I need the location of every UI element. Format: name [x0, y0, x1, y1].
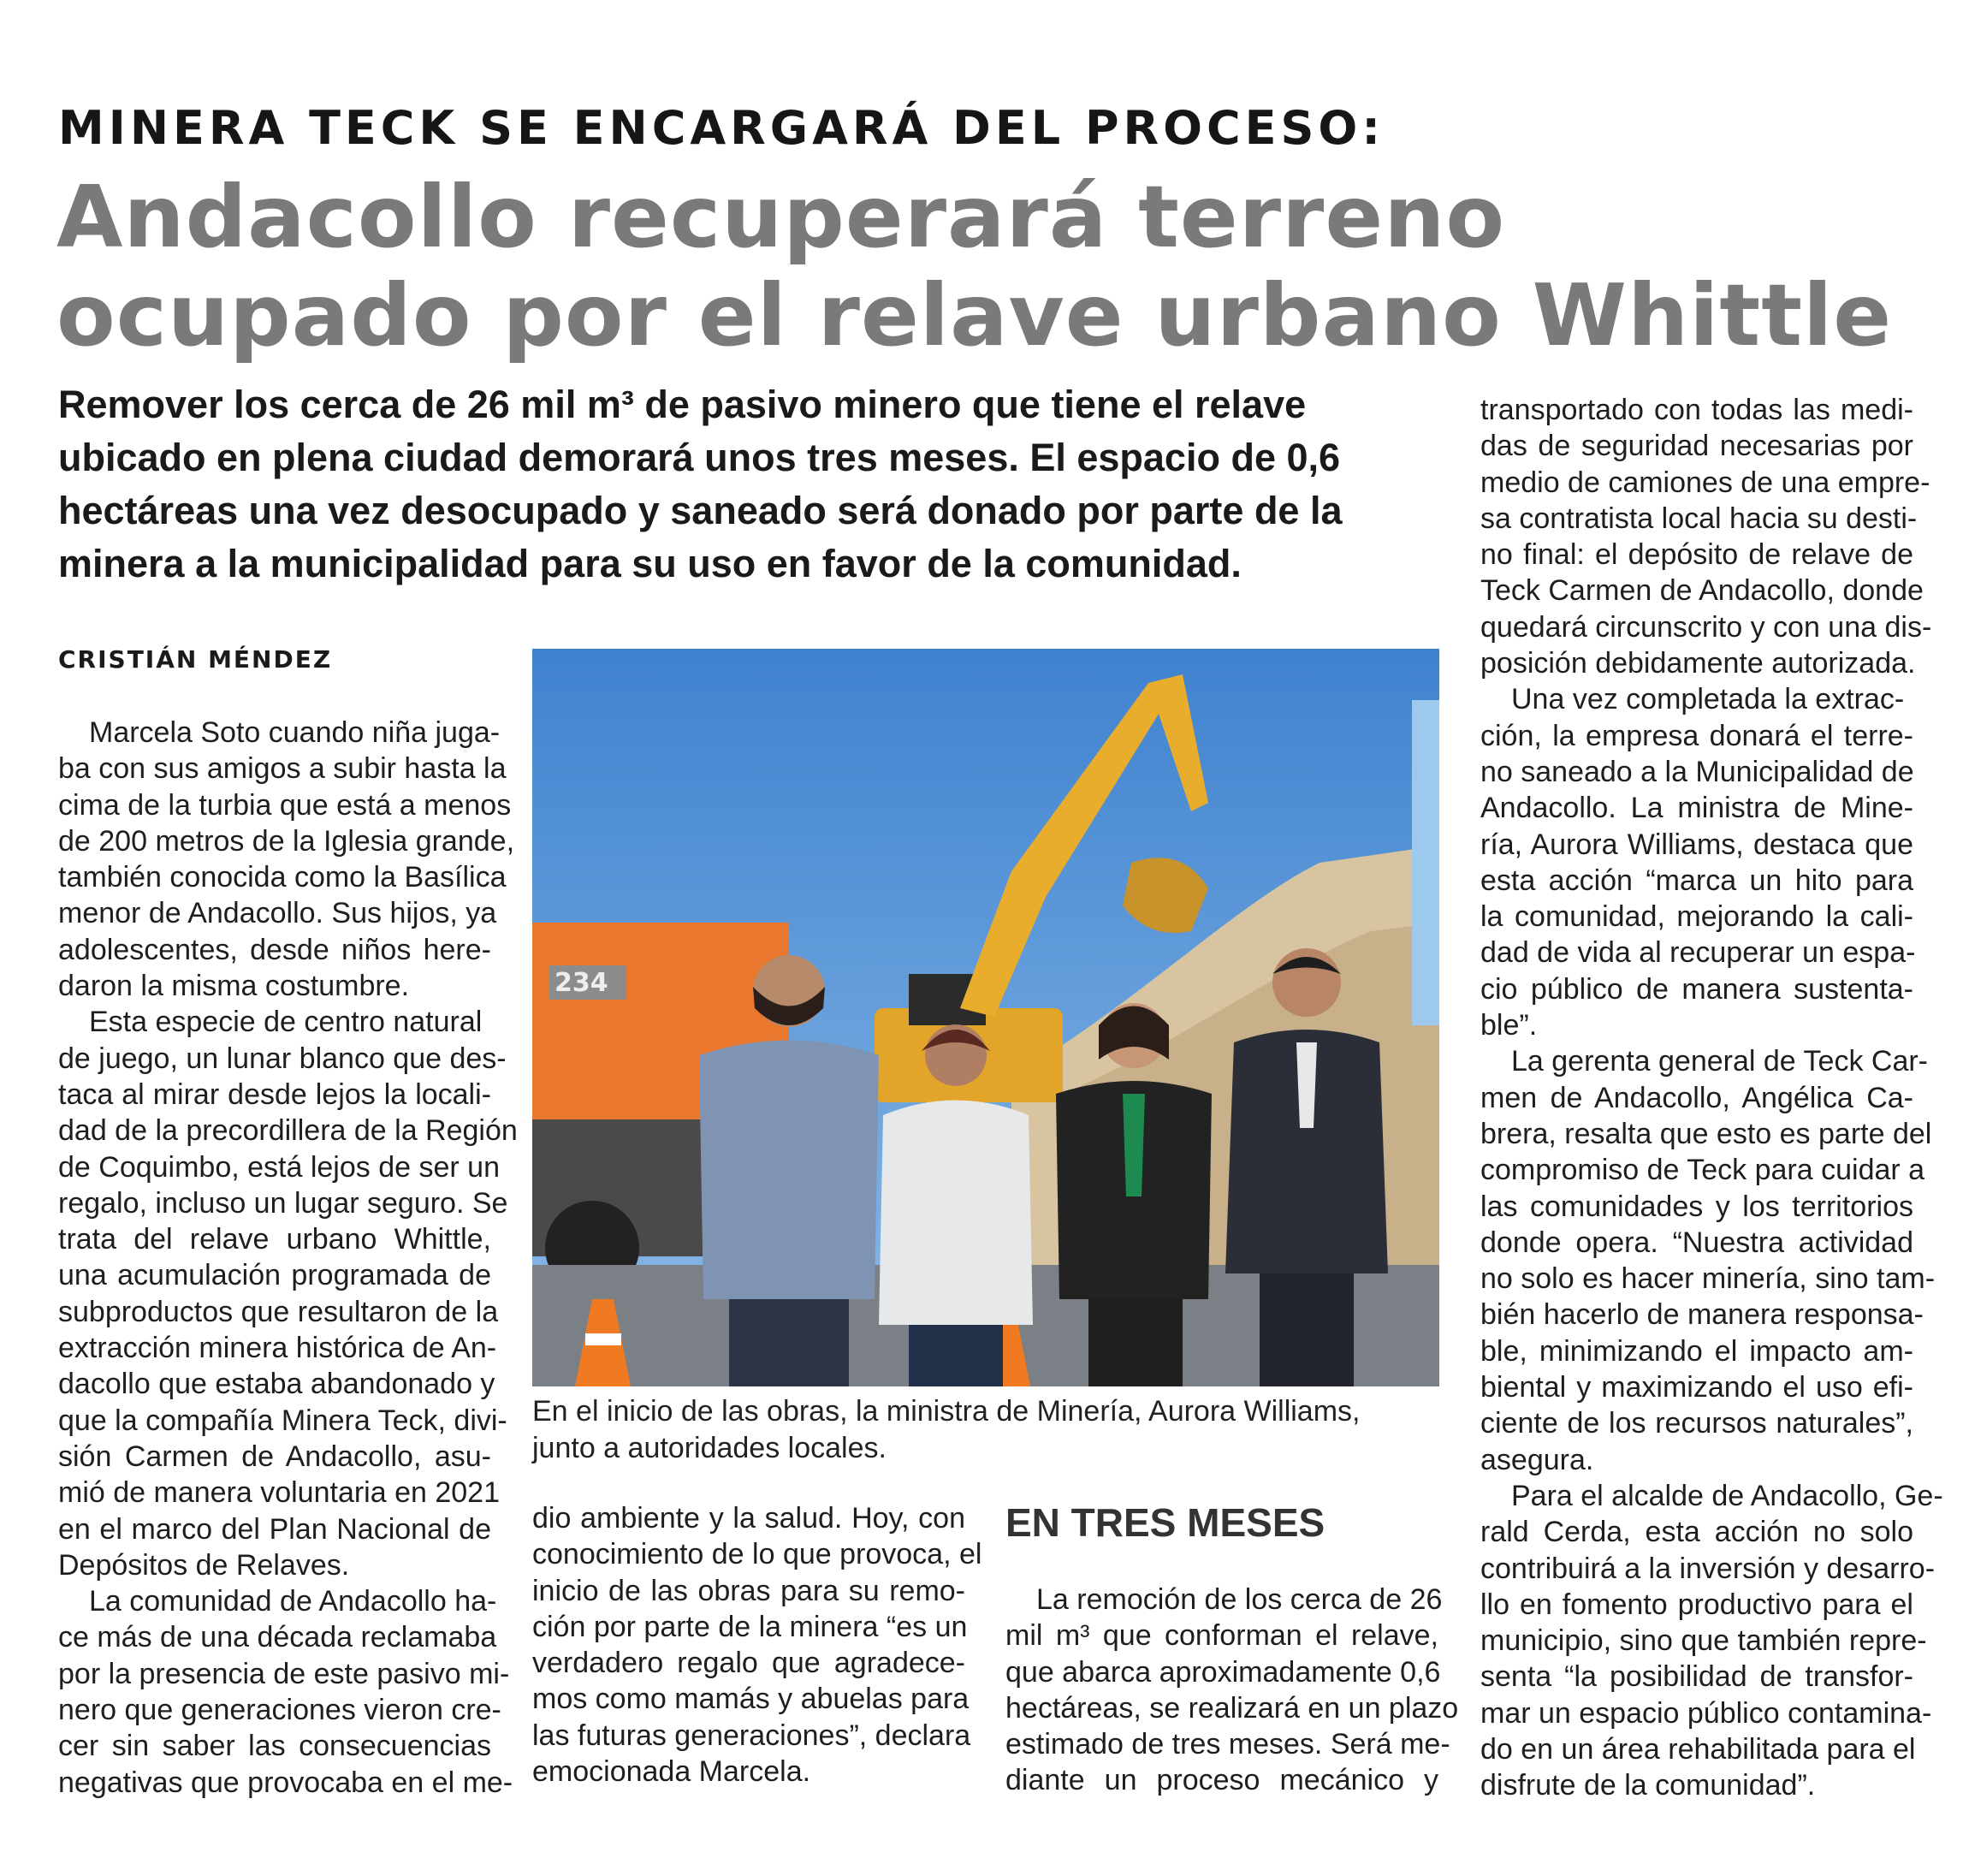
text-line: Andacollo. La ministra de Mine-: [1480, 792, 1913, 825]
text-line: Esta especie de centro natural: [89, 1006, 483, 1039]
text-line: disfrute de la comunidad”.: [1480, 1769, 1816, 1802]
text-line: ción, la empresa donará el terre-: [1480, 719, 1913, 752]
text-line: ción por parte de la minera “es un: [532, 1610, 968, 1643]
text-line: Marcela Soto cuando niña juga-: [89, 716, 501, 749]
text-line: dad de vida al recuperar un espa-: [1480, 936, 1916, 970]
text-line: dad de la precordillera de la Región: [58, 1114, 518, 1148]
text-line: extracción minera histórica de An-: [58, 1332, 497, 1365]
cone-stripe: [585, 1333, 621, 1345]
text-line: Para el alcalde de Andacollo, Ge-: [1511, 1479, 1943, 1512]
text-line: las comunidades y los territorios: [1480, 1190, 1913, 1223]
text-line: ciente de los recursos naturales”,: [1480, 1407, 1913, 1440]
text-line: emocionada Marcela.: [532, 1755, 811, 1789]
headline-line: ocupado por el relave urbano Whittle: [56, 265, 1893, 365]
text-line: das de seguridad necesarias por: [1480, 430, 1913, 463]
text-line: nero que generaciones vieron cre-: [58, 1694, 501, 1727]
text-line: trata del relave urbano Whittle,: [58, 1223, 491, 1256]
text-line: sión Carmen de Andacollo, asu-: [58, 1440, 491, 1473]
text-line: La comunidad de Andacollo ha-: [89, 1585, 497, 1618]
text-line: quedará circunscrito y con una dis-: [1480, 610, 1932, 644]
text-line: bién hacerlo de manera responsa-: [1480, 1298, 1924, 1332]
text-line: posición debidamente autorizada.: [1480, 647, 1916, 680]
text-line: sa contratista local hacia su desti-: [1480, 502, 1918, 535]
text-line: conocimiento de lo que provoca, el: [532, 1538, 982, 1571]
text-line: taca al mirar desde lejos la locali-: [58, 1078, 491, 1111]
caption-line: junto a autoridades locales.: [532, 1432, 887, 1464]
text-line: municipio, sino que también repre-: [1480, 1624, 1927, 1658]
text-line: ce más de una década reclamaba: [58, 1621, 497, 1654]
text-line: rald Cerda, esta acción no solo: [1480, 1516, 1913, 1549]
text-line: verdadero regalo que agradece-: [532, 1647, 965, 1680]
text-line: mió de manera voluntaria en 2021: [58, 1476, 500, 1510]
text-line: por la presencia de este pasivo mi-: [58, 1657, 510, 1690]
text-line: de juego, un lunar blanco que des-: [58, 1042, 507, 1075]
lead-line: ubicado en plena ciudad demorará unos tres meses. El espacio de 0,6: [58, 436, 1341, 479]
text-line: Teck Carmen de Andacollo, donde: [1480, 574, 1924, 608]
text-line: que la compañía Minera Teck, divi-: [58, 1404, 507, 1437]
text-line: medio de camiones de una empre-: [1480, 466, 1930, 499]
text-line: compromiso de Teck para cuidar a: [1480, 1154, 1925, 1187]
text-line: no saneado a la Municipalidad de: [1480, 755, 1914, 788]
text-line: que abarca aproximadamente 0,6: [1005, 1655, 1441, 1689]
text-line: transportado con todas las medi-: [1480, 394, 1913, 426]
text-line: donde opera. “Nuestra actividad: [1480, 1226, 1913, 1259]
text-line: senta “la posibilidad de transfor-: [1480, 1660, 1913, 1694]
text-line: regalo, incluso un lugar seguro. Se: [58, 1186, 508, 1220]
text-line: en el marco del Plan Nacional de: [58, 1512, 491, 1546]
text-line: también conocida como la Basílica: [58, 861, 507, 894]
article-column-3: [1005, 1582, 1459, 1799]
text-line: diante un proceso mecánico y: [1005, 1764, 1438, 1797]
text-line: adolescentes, desde niños here-: [58, 933, 491, 966]
article-column-1: [58, 715, 518, 1801]
kicker: MINERA TECK SE ENCARGARÁ DEL PROCESO:: [58, 101, 1385, 155]
text-line: hectáreas, se realizará en un plazo: [1005, 1691, 1459, 1725]
text-line: subproductos que resultaron de la: [58, 1295, 499, 1328]
text-line: biental y maximizando el uso efi-: [1480, 1371, 1913, 1404]
text-line: la comunidad, mejorando la cali-: [1480, 900, 1913, 934]
text-line: de 200 metros de la Iglesia grande,: [58, 824, 515, 858]
headline: [56, 167, 1893, 365]
text-line: llo en fomento productivo para el: [1480, 1588, 1913, 1621]
text-line: esta acción “marca un hito para: [1480, 864, 1913, 897]
text-line: negativas que provocaba en el me-: [58, 1766, 513, 1799]
text-line: no solo es hacer minería, sino tam-: [1480, 1262, 1936, 1296]
text-line: dio ambiente y la salud. Hoy, con: [532, 1502, 965, 1535]
text-line: La gerenta general de Teck Car-: [1511, 1045, 1929, 1078]
text-line: ble”.: [1480, 1009, 1538, 1042]
text-line: no final: el depósito de relave de: [1480, 538, 1913, 572]
flag: [1412, 700, 1439, 1025]
byline: CRISTIÁN MÉNDEZ: [58, 645, 333, 674]
text-line: do en un área rehabilitada para el: [1480, 1732, 1916, 1766]
text-line: cima de la turbia que está a menos: [58, 788, 512, 822]
lead-paragraph: [58, 378, 1462, 591]
lead-line: hectáreas una vez desocupado y saneado será donado por parte de la: [58, 489, 1343, 532]
caption-line: En el inicio de las obras, la ministra de Minería, Aurora Williams,: [532, 1395, 1361, 1428]
text-line: brera, resalta que esto es parte del: [1480, 1117, 1932, 1150]
text-line: inicio de las obras para su remo-: [532, 1574, 965, 1607]
article-photo: [532, 649, 1439, 1386]
text-line: mos como mamás y abuelas para: [532, 1683, 970, 1716]
text-line: cer sin saber las consecuencias: [58, 1730, 491, 1763]
text-line: ba con sus amigos a subir hasta la: [58, 752, 507, 786]
text-line: mar un espacio público contamina-: [1480, 1696, 1932, 1730]
lead-line: minera a la municipalidad para su uso en favor de la comunidad.: [58, 542, 1242, 585]
text-line: de Coquimbo, está lejos de ser un: [58, 1150, 500, 1184]
truck-number: 234: [555, 968, 608, 998]
article-column-2: [532, 1500, 982, 1790]
text-line: Depósitos de Relaves.: [58, 1548, 350, 1582]
text-line: las futuras generaciones”, declara: [532, 1719, 971, 1752]
text-line: cio público de manera sustenta-: [1480, 972, 1913, 1006]
text-line: mil m³ que conforman el relave,: [1005, 1619, 1438, 1653]
text-line: una acumulación programada de: [58, 1259, 491, 1292]
text-line: contribuirá a la inversión y desarro-: [1480, 1552, 1936, 1585]
text-line: estimado de tres meses. Será me-: [1005, 1728, 1450, 1761]
text-line: daron la misma costumbre.: [58, 970, 410, 1003]
lead-line: Remover los cerca de 26 mil m³ de pasivo minero que tiene el relave: [58, 383, 1307, 426]
text-line: ría, Aurora Williams, destaca que: [1480, 828, 1913, 861]
article-column-4: [1480, 392, 1943, 1804]
headline-line: Andacollo recuperará terreno: [56, 167, 1506, 267]
section-subhead: EN TRES MESES: [1005, 1500, 1325, 1545]
text-line: menor de Andacollo. Sus hijos, ya: [58, 897, 497, 930]
text-line: men de Andacollo, Angélica Ca-: [1480, 1081, 1913, 1114]
photo-caption: [532, 1393, 1448, 1467]
text-line: La remoción de los cerca de 26: [1036, 1583, 1443, 1616]
text-line: ble, minimizando el impacto am-: [1480, 1334, 1913, 1368]
photo-illustration: [532, 649, 1439, 1386]
text-line: asegura.: [1480, 1443, 1594, 1476]
text-line: dacollo que estaba abandonado y: [58, 1368, 495, 1401]
text-line: Una vez completada la extrac-: [1511, 683, 1905, 716]
